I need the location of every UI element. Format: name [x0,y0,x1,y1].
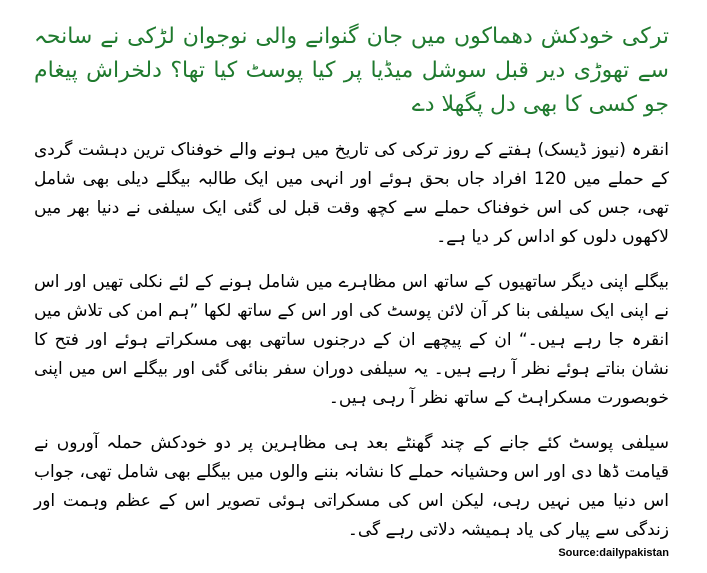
article-headline: ترکی خودکش دھماکوں میں جان گنوانے والی نوجوان لڑکی نے سانحہ سے تھوڑی دیر قبل سوشل میڈیا پر کیا پوسٹ کیا تھا؟ دلخراش پیغام جو کسی کا بھی دل پگھلا دے [34,24,669,117]
source-credit: Source:dailypakistan [558,547,669,559]
article-paragraph: بیگلے اپنی دیگر ساتھیوں کے ساتھ اس مظاہرے میں شامل ہونے کے لئے نکلی تھیں اور اس نے اپنی ایک سیلفی بنا کر آن لائن پوسٹ کی اور اس کے ساتھ لکھا ”ہم امن کی تلاش میں انقرہ جا رہے ہیں۔“ ان کے پیچھے ان کے درجنوں ساتھی بھی مسکراتے ہوئے اور فتح کا نشان بناتے ہوئے نظر آ رہے ہیں۔ یہ سیلفی دوران سفر بنائی گئی اور بیگلے اس میں اپنی خوبصورت مسکراہٹ کے ساتھ نظر آ رہی ہیں۔ [34,272,669,408]
article-paragraph: سیلفی پوسٹ کئے جانے کے چند گھنٹے بعد ہی مظاہرین پر دو خودکش حملہ آوروں نے قیامت ڈھا دی اور اس وحشیانہ حملے کا نشانہ بننے والوں میں بیگلے بھی شامل تھی، جواب اس دنیا میں نہیں رہی، لیکن اس کی مسکراتی ہوئی تصویر اس کے عظم وہمت اور زندگی سے پیار کی یاد ہمیشہ دلاتی رہے گی۔ [34,433,669,540]
article-paragraph: انقرہ (نیوز ڈیسک) ہفتے کے روز ترکی کی تاریخ میں ہونے والے خوفناک ترین دہشت گردی کے حملے میں 120 افراد جاں بحق ہوئے اور انہی میں ایک طالبہ بیگلے دیلی بھی شامل تھی، جس کی اس خوفناک حملے سے کچھ وقت قبل لی گئی ایک سیلفی نے دنیا بھر میں لاکھوں دلوں کو اداس کر دیا ہے۔ [34,140,669,247]
